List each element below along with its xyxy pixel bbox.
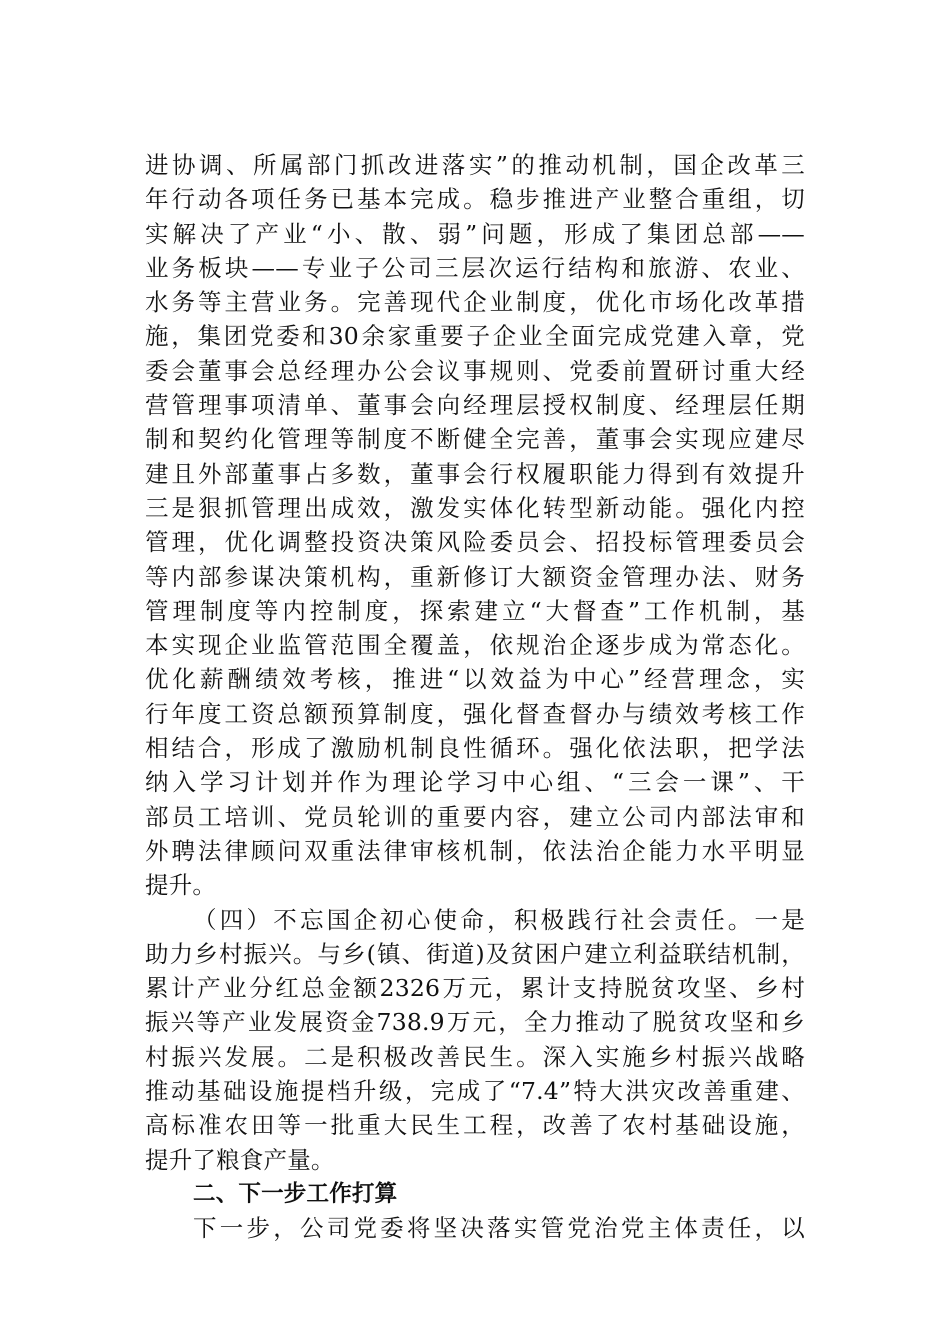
text-line: 年行动各项任务已基本完成。稳步推进产业整合重组，切 <box>145 185 805 214</box>
text-line: （四）不忘国企初心使命，积极践行社会责任。一是 <box>193 905 805 934</box>
paragraph-next-steps <box>145 1211 805 1245</box>
section-heading: 二、下一步工作打算 <box>193 1180 398 1207</box>
text-line: 管理制度等内控制度，探索建立“大督查”工作机制，基 <box>145 596 805 625</box>
text-line: 营管理事项清单、董事会向经理层授权制度、经理层任期 <box>145 391 805 420</box>
text-line: 推动基础设施提档升级，完成了“7.4”特大洪灾改善重建、 <box>145 1077 805 1106</box>
text-line: 高标准农田等一批重大民生工程，改善了农村基础设施， <box>145 1111 805 1140</box>
text-line: 进协调、所属部门抓改进落实”的推动机制，国企改革三 <box>145 151 805 179</box>
text-line: 累计产业分红总金额2326万元，累计支持脱贫攻坚、乡村 <box>145 974 805 1003</box>
text-line: 提升。 <box>145 871 217 900</box>
text-line: 部员工培训、党员轮训的重要内容，建立公司内部法审和 <box>145 802 805 831</box>
text-line: 行年度工资总额预算制度，强化督查督办与绩效考核工作 <box>145 699 805 728</box>
text-line: 村振兴发展。二是积极改善民生。深入实施乡村振兴战略 <box>145 1042 805 1071</box>
text-line: 等内部参谋决策机构，重新修订大额资金管理办法、财务 <box>145 562 805 591</box>
text-line: 建且外部董事占多数，董事会行权履职能力得到有效提升 <box>145 459 805 488</box>
text-line: 委会董事会总经理办公会议事规则、党委前置研讨重大经 <box>145 356 805 385</box>
text-line: 制和契约化管理等制度不断健全完善，董事会实现应建尽 <box>145 425 805 454</box>
text-line: 实解决了产业“小、散、弱”问题，形成了集团总部—— <box>145 219 805 248</box>
text-line: 振兴等产业发展资金738.9万元，全力推动了脱贫攻坚和乡 <box>145 1008 805 1037</box>
text-line: 外聘法律顾问双重法律审核机制，依法治企能力水平明显 <box>145 836 805 865</box>
text-line: 水务等主营业务。完善现代企业制度，优化市场化改革措 <box>145 288 805 317</box>
text-line: 优化薪酬绩效考核，推进“以效益为中心”经营理念，实 <box>145 665 805 694</box>
text-line: 本实现企业监管范围全覆盖，依规治企逐步成为常态化。 <box>145 631 805 660</box>
document-page <box>145 148 805 1246</box>
text-line: 三是狠抓管理出成效，激发实体化转型新动能。强化内控 <box>145 493 805 522</box>
text-line: 助力乡村振兴。与乡(镇、街道)及贫困户建立利益联结机制， <box>145 939 805 968</box>
text-line: 提升了粮食产量。 <box>145 1145 335 1174</box>
text-line: 相结合，形成了激励机制良性循环。强化依法职，把学法 <box>145 734 805 763</box>
paragraph-social-responsibility <box>145 903 805 1177</box>
text-line: 施，集团党委和30余家重要子企业全面完成党建入章，党 <box>145 322 805 351</box>
text-line: 纳入学习计划并作为理论学习中心组、“三会一课”、干 <box>145 768 805 797</box>
text-line: 管理，优化调整投资决策风险委员会、招投标管理委员会 <box>145 528 805 557</box>
text-line: 下一步，公司党委将坚决落实管党治党主体责任，以 <box>193 1214 805 1243</box>
paragraph-reform-management <box>145 148 805 903</box>
text-line: 业务板块——专业子公司三层次运行结构和旅游、农业、 <box>145 253 805 282</box>
